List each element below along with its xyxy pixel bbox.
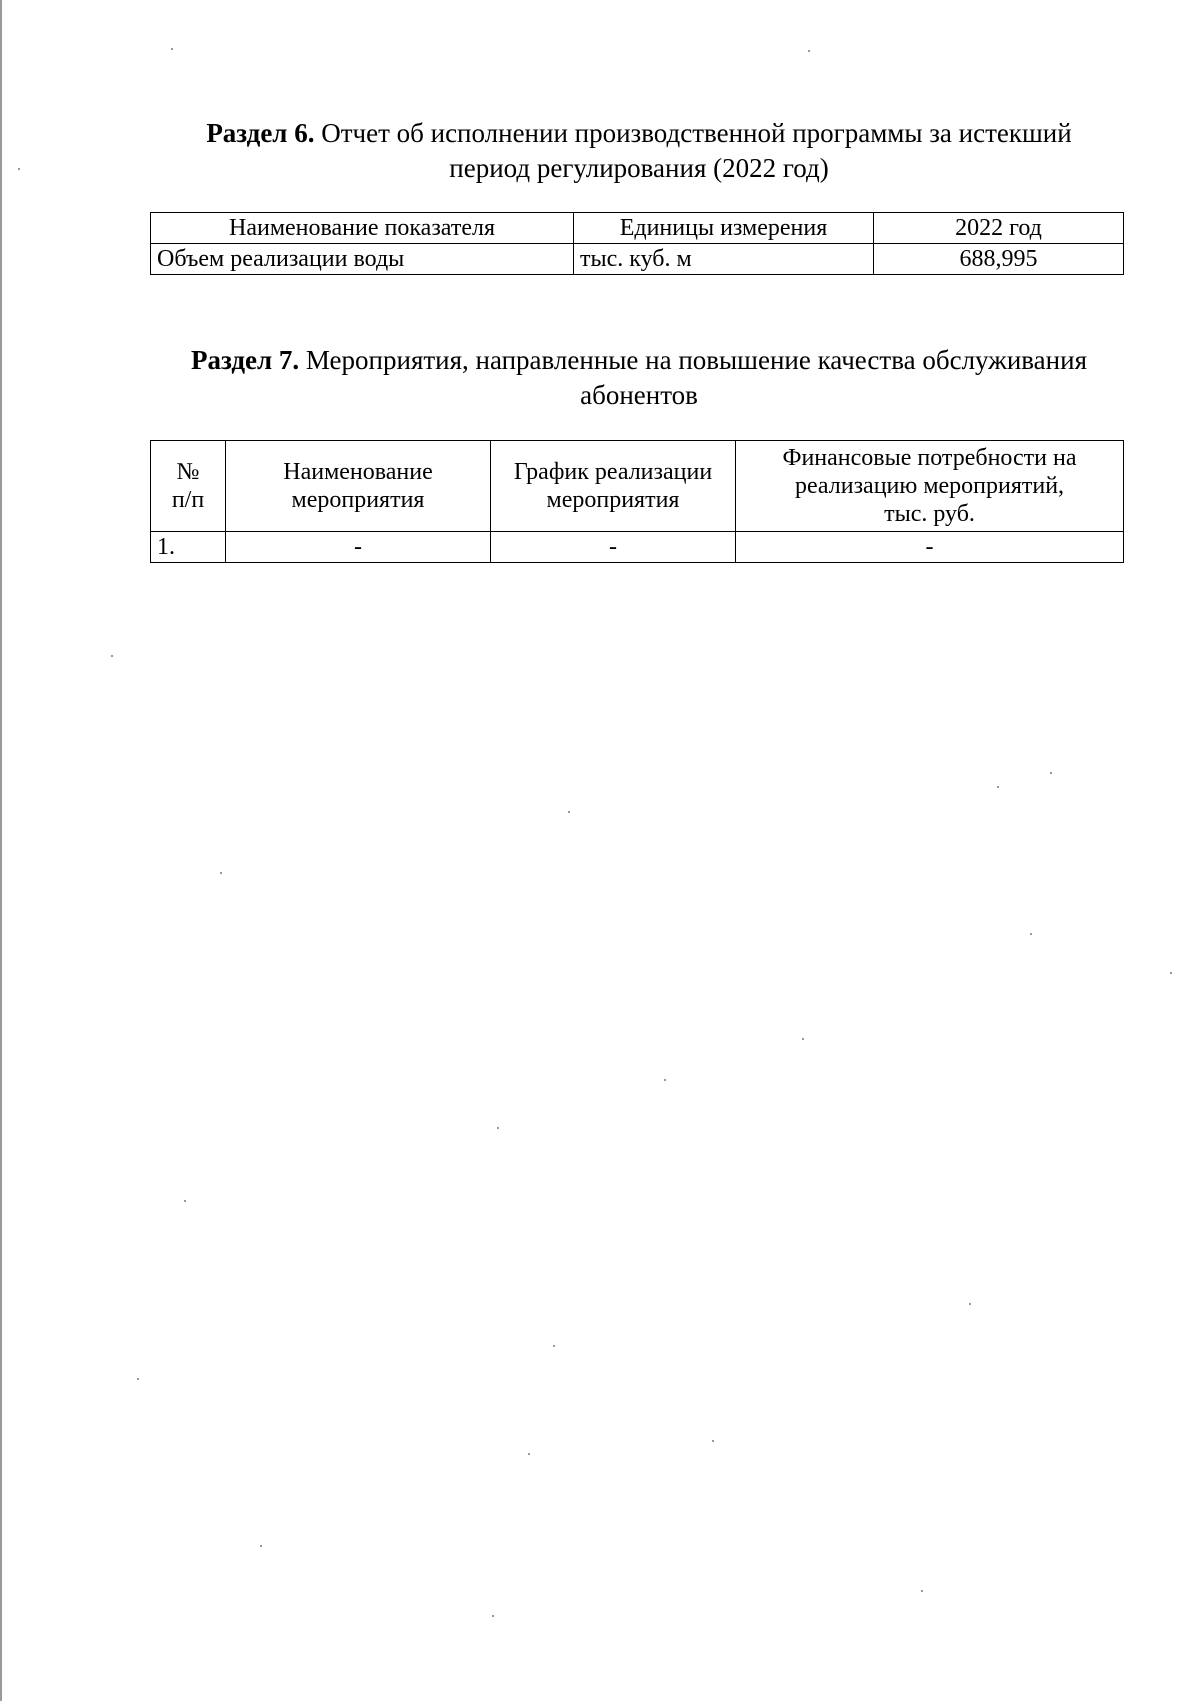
service-quality-measures-table	[150, 440, 1124, 563]
header-schedule-line2: мероприятия	[546, 487, 680, 513]
section-6-heading	[150, 116, 1128, 186]
scan-speck	[18, 168, 20, 170]
header-number-line1: №	[176, 459, 200, 485]
scan-speck	[969, 1303, 971, 1305]
scan-speck	[1170, 972, 1172, 974]
header-financial-needs-line2: реализацию мероприятий,	[794, 473, 1065, 499]
section-7-label: Раздел 7.	[191, 345, 300, 375]
scan-speck	[568, 811, 570, 813]
cell-financial-needs: -	[736, 532, 1124, 563]
header-measure-name-line1: Наименование	[283, 459, 433, 485]
cell-value: 688,995	[874, 244, 1124, 275]
section-6-label: Раздел 6.	[206, 118, 315, 148]
header-financial-needs-line1: Финансовые потребности на	[782, 445, 1077, 471]
header-schedule-line1: График реализации	[513, 459, 713, 485]
scan-speck	[664, 1079, 666, 1081]
scan-speck	[712, 1440, 714, 1442]
scan-speck	[528, 1453, 530, 1455]
scan-speck	[1030, 933, 1032, 935]
production-program-table	[150, 212, 1124, 275]
cell-units: тыс. куб. м	[574, 244, 874, 275]
scan-speck	[137, 1378, 139, 1380]
scan-speck	[997, 786, 999, 788]
scan-speck	[220, 872, 222, 874]
scan-speck	[921, 1590, 923, 1592]
table-row	[151, 532, 1124, 563]
scan-speck	[808, 50, 810, 52]
scan-speck	[171, 48, 173, 50]
cell-measure-name: -	[226, 532, 491, 563]
table-header-row	[151, 441, 1124, 532]
scan-speck	[553, 1345, 555, 1347]
cell-schedule: -	[491, 532, 736, 563]
section-7-heading	[150, 343, 1128, 413]
cell-number: 1.	[151, 532, 226, 563]
header-financial-needs	[736, 441, 1124, 532]
section-7-title-line2: абонентов	[580, 380, 698, 410]
scan-speck	[111, 655, 113, 657]
scan-speck	[1050, 772, 1052, 774]
scan-left-edge	[0, 0, 2, 1701]
section-6-title-line2: период регулирования (2022 год)	[449, 153, 829, 183]
header-year: 2022 год	[874, 213, 1124, 244]
header-schedule	[491, 441, 736, 532]
scan-speck	[497, 1127, 499, 1129]
scan-speck	[184, 1200, 186, 1202]
header-units: Единицы измерения	[574, 213, 874, 244]
header-measure-name-line2: мероприятия	[291, 487, 425, 513]
header-number	[151, 441, 226, 532]
header-indicator-name: Наименование показателя	[151, 213, 574, 244]
header-number-line2: п/п	[171, 487, 205, 513]
header-financial-needs-line3: тыс. руб.	[884, 501, 975, 527]
scan-speck	[802, 1038, 804, 1040]
section-6-title-line1: Отчет об исполнении производственной программы за истекший	[321, 118, 1072, 148]
table-header-row	[151, 213, 1124, 244]
cell-indicator-name: Объем реализации воды	[151, 244, 574, 275]
scan-speck	[492, 1615, 494, 1617]
section-7-title-line1: Мероприятия, направленные на повышение качества обслуживания	[305, 345, 1087, 375]
scan-speck	[260, 1545, 262, 1547]
header-measure-name	[226, 441, 491, 532]
table-row	[151, 244, 1124, 275]
